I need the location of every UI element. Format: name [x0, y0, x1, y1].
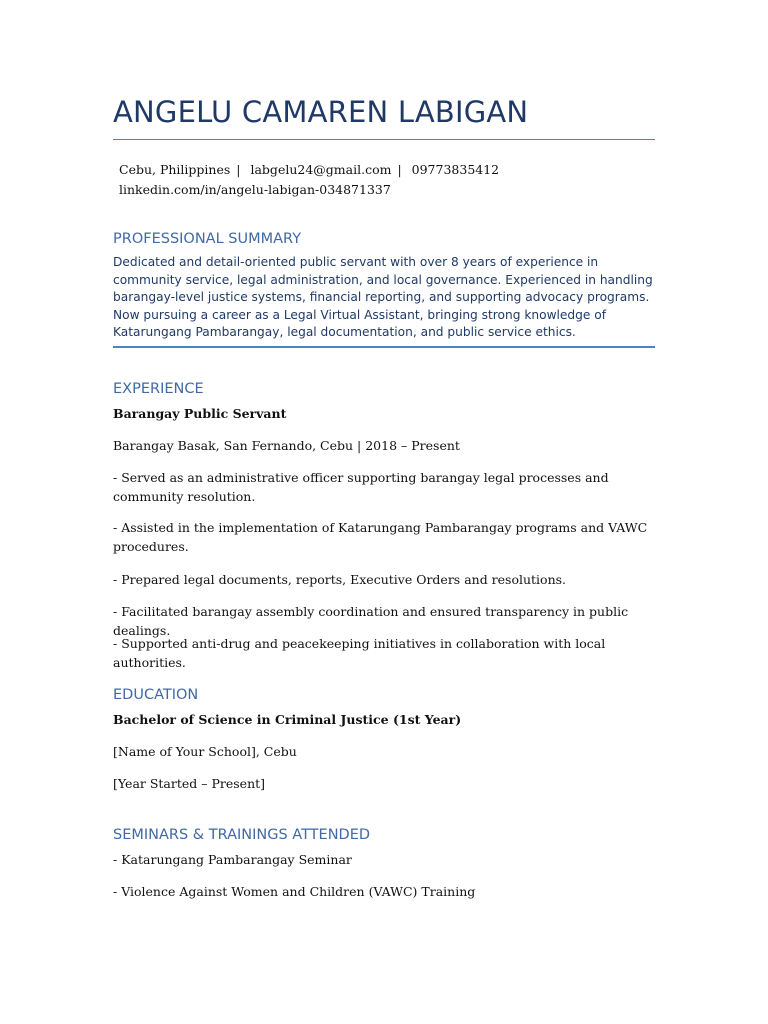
experience-bullet: - Facilitated barangay assembly coordination and ensured transparency in public dealings.: [113, 604, 629, 638]
seminar-item: - Violence Against Women and Children (VAWC) Training: [113, 884, 476, 899]
seminars-heading: SEMINARS & TRAININGS ATTENDED: [113, 827, 371, 843]
experience-title: Barangay Public Servant: [113, 406, 287, 421]
experience-bullet: - Assisted in the implementation of Katarungang Pambarangay programs and VAWC procedures.: [113, 520, 648, 554]
contact-linkedin: linkedin.com/in/angelu-labigan-034871337: [119, 182, 391, 197]
summary-text: Dedicated and detail-oriented public servant with over 8 years of experience in community service, legal administration, and local governance. Experienced in handling barangay-level justice systems, financial reporting, and supporting advocacy programs. Now pursuing a career as a Legal Virtual Assistant, bringing strong knowledge of Katarungang Pambarangay, legal documentation, and public service ethics.: [113, 255, 653, 339]
contact-block: [119, 160, 499, 200]
education-school: [Name of Your School], Cebu: [113, 744, 297, 759]
education-degree: Bachelor of Science in Criminal Justice (1st Year): [113, 712, 462, 727]
experience-bullet: - Served as an administrative officer supporting barangay legal processes and community resolution.: [113, 470, 609, 504]
education-heading: EDUCATION: [113, 687, 199, 703]
contact-separator-2: |: [397, 162, 402, 177]
experience-place: Barangay Basak, San Fernando, Cebu | 2018 – Present: [113, 438, 460, 453]
education-years: [Year Started – Present]: [113, 776, 266, 791]
experience-bullet: - Prepared legal documents, reports, Executive Orders and resolutions.: [113, 572, 567, 587]
contact-separator-1: |: [236, 162, 241, 177]
experience-heading: EXPERIENCE: [113, 381, 204, 397]
seminar-item: - Katarungang Pambarangay Seminar: [113, 852, 352, 867]
experience-bullet: - Supported anti-drug and peacekeeping initiatives in collaboration with local authorities.: [113, 636, 606, 670]
contact-phone: 09773835412: [411, 162, 500, 177]
summary-divider: [113, 346, 655, 348]
contact-email: labgelu24@gmail.com: [250, 162, 392, 177]
contact-line-1: [119, 160, 499, 180]
contact-location: Cebu, Philippines: [119, 162, 231, 177]
candidate-name: ANGELU CAMAREN LABIGAN: [113, 95, 529, 129]
name-divider: [113, 139, 655, 140]
summary-heading: PROFESSIONAL SUMMARY: [113, 231, 302, 247]
